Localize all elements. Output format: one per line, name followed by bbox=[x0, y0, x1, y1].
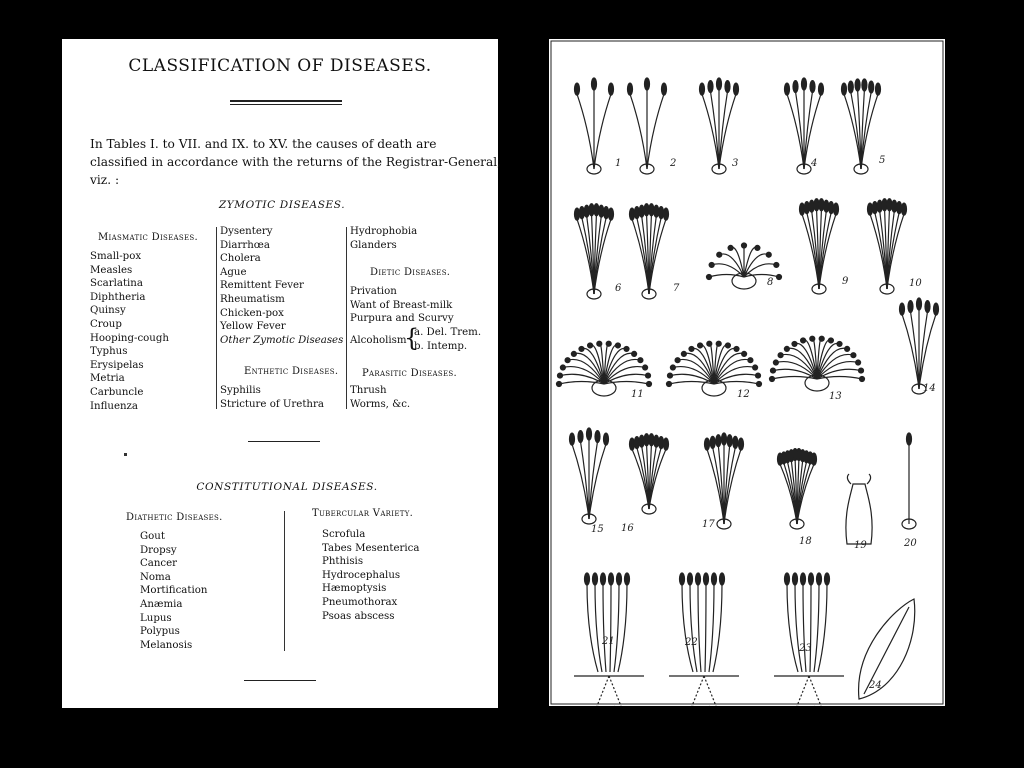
list-item: Remittent Fever bbox=[220, 280, 304, 292]
parasitic-list bbox=[350, 384, 410, 411]
enthetic-list bbox=[220, 384, 324, 411]
figure-number: 5 bbox=[879, 155, 886, 166]
column-divider bbox=[346, 227, 347, 409]
list-item: a. Del. Trem. bbox=[414, 327, 482, 338]
stamen-figure bbox=[575, 78, 614, 174]
figure-number: 11 bbox=[631, 389, 644, 400]
intro-line: classified in accordance with the returns of the Registrar-General, bbox=[90, 155, 502, 169]
figure-number: 22 bbox=[685, 637, 698, 648]
list-item: Croup bbox=[90, 318, 122, 330]
list-item: Quinsy bbox=[90, 305, 126, 317]
figure-number: 4 bbox=[811, 158, 818, 169]
list-item: Dropsy bbox=[140, 544, 177, 556]
miasmatic-heading: Miasmatic Diseases. bbox=[98, 232, 198, 243]
diathetic-list bbox=[140, 530, 207, 652]
list-item: Measles bbox=[90, 264, 133, 276]
figure-number: 23 bbox=[799, 643, 812, 654]
figure-number: 13 bbox=[829, 391, 842, 402]
stamen-figure bbox=[778, 449, 817, 529]
stamen-figure bbox=[628, 78, 667, 174]
dietic-heading: Dietic Diseases. bbox=[370, 267, 451, 278]
list-item: Melanosis bbox=[140, 639, 193, 651]
list-item: Cancer bbox=[140, 558, 178, 570]
alcoholism-subtypes bbox=[414, 326, 481, 353]
list-item: Chicken-pox bbox=[220, 307, 284, 319]
stamen-figure bbox=[859, 599, 915, 699]
list-item: Ague bbox=[220, 266, 247, 278]
list-item: Small-pox bbox=[90, 251, 142, 262]
figure-number: 18 bbox=[799, 536, 812, 547]
alcoholism-label: Alcoholism bbox=[350, 335, 407, 346]
title-divider bbox=[230, 100, 342, 102]
list-item: Worms, &c. bbox=[350, 398, 411, 410]
figure-number: 9 bbox=[842, 276, 849, 287]
list-item: Erysipelas bbox=[90, 359, 144, 371]
stamen-figure bbox=[774, 573, 844, 706]
dot-mark bbox=[124, 453, 127, 456]
figure-number: 15 bbox=[591, 524, 604, 535]
list-item: Anæmia bbox=[140, 598, 183, 610]
dietic-list bbox=[350, 285, 454, 326]
stamen-figure bbox=[630, 204, 669, 299]
figure-number: 14 bbox=[923, 383, 936, 394]
list-item: Hooping-cough bbox=[90, 332, 169, 344]
stamen-illustrations bbox=[549, 39, 945, 706]
figure-number: 6 bbox=[615, 283, 622, 294]
stamen-figure bbox=[846, 474, 872, 544]
column-divider bbox=[216, 227, 217, 409]
title-divider-thin bbox=[230, 104, 342, 105]
stamen-figure bbox=[770, 336, 865, 391]
stamen-figure bbox=[900, 298, 939, 394]
figure-number: 21 bbox=[602, 636, 615, 647]
constitutional-heading: CONSTITUTIONAL DISEASES. bbox=[196, 481, 378, 493]
figure-number: 10 bbox=[909, 278, 922, 289]
figure-number: 2 bbox=[670, 158, 677, 169]
bottom-divider bbox=[244, 680, 316, 681]
list-item: Phthisis bbox=[322, 556, 364, 568]
list-item: Syphilis bbox=[220, 385, 261, 396]
list-item: Cholera bbox=[220, 253, 261, 265]
stamen-figure bbox=[868, 199, 907, 294]
diathetic-heading: Diathetic Diseases. bbox=[126, 512, 223, 523]
document-page bbox=[62, 39, 502, 708]
list-item: Thrush bbox=[350, 385, 387, 396]
zymotic-list-2 bbox=[220, 225, 343, 347]
stamen-figure bbox=[575, 204, 614, 299]
tubercular-heading: Tubercular Variety. bbox=[312, 508, 414, 519]
list-item: Yellow Fever bbox=[220, 321, 286, 333]
list-item: Metria bbox=[90, 373, 125, 385]
list-item: Hydrophobia bbox=[350, 226, 418, 237]
section-divider bbox=[248, 441, 320, 442]
figure-number: 1 bbox=[615, 158, 622, 169]
parasitic-heading: Parasitic Diseases. bbox=[362, 368, 457, 379]
list-item: Glanders bbox=[350, 239, 397, 251]
figure-number: 19 bbox=[854, 540, 867, 551]
stamen-figure bbox=[902, 433, 916, 529]
stamen-figure bbox=[800, 199, 839, 294]
list-item: Rheumatism bbox=[220, 293, 285, 305]
list-item: Hydrocephalus bbox=[322, 569, 401, 581]
list-item: Other Zymotic Diseases bbox=[220, 334, 344, 346]
list-item: b. Intemp. bbox=[414, 340, 468, 352]
list-item: Purpura and Scurvy bbox=[350, 313, 454, 325]
figure-number: 24 bbox=[869, 680, 882, 691]
intro-line: In Tables I. to VII. and IX. to XV. the causes of death are bbox=[90, 137, 437, 151]
page-title: CLASSIFICATION OF DISEASES. bbox=[128, 56, 432, 76]
stamen-figure bbox=[669, 573, 739, 706]
list-item: Tabes Mesenterica bbox=[322, 542, 420, 554]
miasmatic-list bbox=[90, 250, 169, 413]
stamen-figure bbox=[630, 434, 669, 514]
list-item: Noma bbox=[140, 571, 171, 583]
column-divider bbox=[284, 511, 285, 651]
list-item: Want of Breast-milk bbox=[350, 299, 453, 311]
brace: { bbox=[404, 324, 420, 352]
list-item: Gout bbox=[140, 531, 165, 542]
tubercular-list bbox=[322, 528, 419, 623]
stamen-figure bbox=[705, 433, 744, 529]
list-item: Scrofula bbox=[322, 529, 366, 540]
stamen-figure bbox=[570, 428, 609, 524]
list-item: Dysentery bbox=[220, 226, 273, 237]
list-item: Mortification bbox=[140, 585, 208, 597]
list-item: Hæmoptysis bbox=[322, 583, 387, 595]
list-item: Influenza bbox=[90, 400, 138, 412]
list-item: Lupus bbox=[140, 612, 172, 624]
list-item: Scarlatina bbox=[90, 278, 143, 290]
stamen-figure bbox=[667, 341, 762, 396]
list-item: Psoas abscess bbox=[322, 610, 395, 622]
list-item: Carbuncle bbox=[90, 386, 144, 398]
figure-number: 3 bbox=[732, 158, 739, 169]
figure-number: 17 bbox=[702, 519, 715, 530]
zymotic-list-3 bbox=[350, 225, 417, 252]
list-item: Diphtheria bbox=[90, 291, 146, 303]
zymotic-heading: ZYMOTIC DISEASES. bbox=[218, 199, 346, 211]
botanical-plate bbox=[549, 39, 945, 706]
intro-line: viz. : bbox=[90, 173, 120, 187]
list-item: Typhus bbox=[90, 346, 128, 358]
stamen-figure bbox=[557, 341, 652, 396]
list-item: Privation bbox=[350, 286, 397, 297]
list-item: Pneumothorax bbox=[322, 596, 398, 608]
figure-number: 20 bbox=[904, 538, 917, 549]
figure-number: 12 bbox=[737, 389, 750, 400]
enthetic-heading: Enthetic Diseases. bbox=[244, 366, 339, 377]
figure-number: 16 bbox=[621, 523, 634, 534]
list-item: Polypus bbox=[140, 626, 180, 638]
list-item: Stricture of Urethra bbox=[220, 398, 324, 410]
intro-paragraph bbox=[90, 135, 502, 189]
figure-number: 7 bbox=[673, 283, 680, 294]
stamen-figure bbox=[785, 78, 824, 174]
stamen-figure bbox=[842, 79, 881, 174]
list-item: Diarrhœa bbox=[220, 239, 270, 251]
figure-number: 8 bbox=[767, 277, 774, 288]
